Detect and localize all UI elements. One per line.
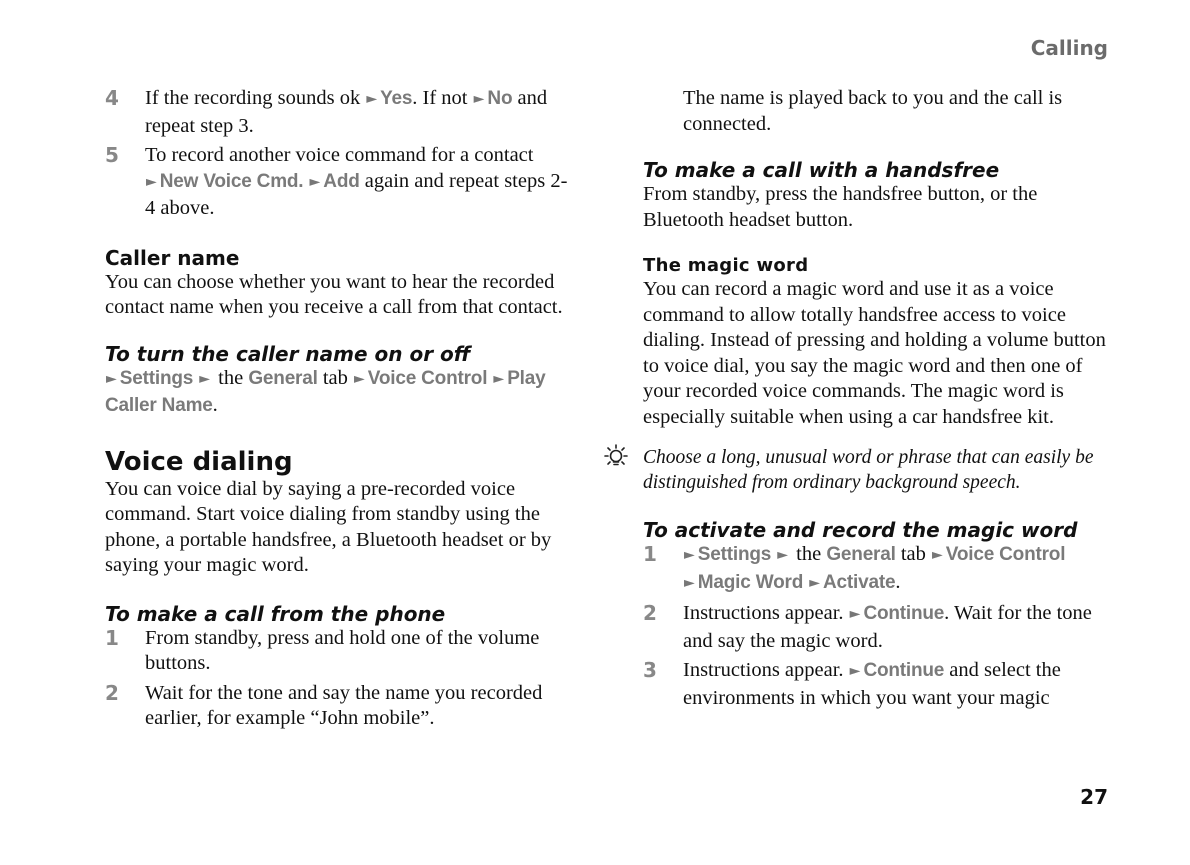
menu-play-caller-name: Play Caller Name: [105, 367, 546, 416]
list-item: [105, 626, 575, 677]
tip-text: Choose a long, unusual word or phrase that can easily be distinguished from ordinary background speech.: [643, 447, 1094, 493]
list-item: 2 Instructions appear. ► Continue. Wait for the tone and say the magic word.: [643, 601, 1113, 654]
step-number: 5: [105, 143, 119, 167]
continued-text: The name is played back to you and the call is connected.: [683, 87, 1063, 135]
menu-yes: Yes: [380, 88, 413, 109]
arrow-right-icon: ►: [684, 547, 695, 563]
tip: [643, 445, 1113, 495]
step-number: 2: [643, 601, 657, 625]
arrow-right-icon: ►: [493, 370, 505, 387]
handsfree-text: From standby, press the handsfree button, or the Bluetooth headset button.: [643, 183, 1038, 231]
menu-settings: Settings: [697, 544, 772, 565]
arrow-right-icon: ►: [849, 663, 861, 679]
menu-general: General: [248, 367, 318, 389]
magic-word-text: You can record a magic word and use it as a voice command to allow totally handsfree access to voice dialing. Instead of pressing and holding a volume button to voice dial, you say the magic word and then one of your recorded voice commands. The magic word is especially suitable when using a car handsfree kit.: [643, 278, 1106, 428]
arrow-right-icon: ►: [354, 370, 365, 387]
arrow-right-icon: ►: [199, 370, 211, 387]
activate-magic-word-heading: To activate and record the magic word: [643, 518, 1078, 542]
voice-dialing-heading: Voice dialing: [105, 446, 293, 477]
arrow-right-icon: ►: [809, 574, 821, 591]
arrow-right-icon: ►: [106, 370, 117, 387]
menu-voice-control: Voice Control: [367, 367, 488, 389]
arrow-right-icon: ►: [932, 547, 943, 563]
menu-continue: Continue: [863, 603, 945, 624]
step-number: 4: [105, 86, 119, 110]
step-number: 3: [643, 658, 657, 682]
caller-name-heading: Caller name: [105, 245, 240, 270]
voice-dialing-text: You can voice dial by saying a pre-recorded voice command. Start voice dialing from standby using the phone, a portable handsfree, a Bluetooth headset or by saying your magic word.: [105, 477, 552, 576]
step-text: From standby, press and hold one of the volume buttons.: [145, 626, 540, 674]
magic-word-heading: The magic word: [643, 255, 809, 276]
arrow-right-icon: ►: [366, 91, 378, 107]
page-number: 27: [1080, 785, 1108, 809]
make-call-phone-heading: To make a call from the phone: [105, 601, 446, 626]
menu-general: General: [826, 544, 896, 565]
list-item: 3 Instructions appear. ► Continue and select the environments in which you want your magic: [643, 658, 1113, 711]
arrow-right-icon: ►: [473, 91, 485, 107]
menu-settings: Settings: [119, 367, 194, 389]
right-column: [643, 86, 1113, 715]
menu-voice-control: Voice Control: [945, 544, 1066, 565]
step-5: 5 To record another voice command for a contact ► New Voice Cmd. ► Add again and repeat steps 2-4 above.: [105, 143, 575, 222]
menu-new-voice-cmd: New Voice Cmd.: [159, 170, 304, 192]
step-number: 1: [105, 625, 119, 650]
menu-magic-word: Magic Word: [697, 571, 804, 593]
arrow-right-icon: ►: [146, 173, 157, 190]
step-4: 4 If the recording sounds ok ► Yes. If not ► No and repeat step 3.: [105, 86, 575, 139]
turn-caller-name-heading: To turn the caller name on or off: [105, 341, 471, 366]
arrow-right-icon: ►: [684, 574, 695, 591]
turn-caller-name-path: ► Settings ► the General tab ► Voice Control ► Play Caller Name.: [105, 366, 546, 416]
step-text: Wait for the tone and say the name you recorded earlier, for example “John mobile”.: [145, 681, 543, 729]
handsfree-heading: To make a call with a handsfree: [643, 158, 1000, 182]
lightbulb-icon: [601, 443, 631, 473]
step-text: To record another voice command for a contact: [145, 144, 534, 166]
list-item: [105, 681, 575, 732]
menu-continue: Continue: [863, 660, 945, 681]
list-item: 1 ► Settings ► the General tab ► Voice Control ► Magic Word ► Activate.: [643, 542, 1113, 597]
menu-add: Add: [323, 170, 360, 192]
arrow-right-icon: ►: [309, 173, 321, 190]
menu-activate: Activate: [823, 571, 896, 593]
step-number: 2: [105, 680, 119, 705]
caller-name-text: You can choose whether you want to hear the recorded contact name when you receive a call from that contact.: [105, 270, 563, 318]
step-text: If the recording sounds ok: [145, 87, 361, 109]
section-header: Calling: [1030, 36, 1108, 60]
left-column: [105, 86, 575, 736]
arrow-right-icon: ►: [849, 606, 861, 622]
menu-no: No: [487, 88, 513, 109]
arrow-right-icon: ►: [777, 547, 789, 563]
step-number: 1: [643, 542, 657, 566]
